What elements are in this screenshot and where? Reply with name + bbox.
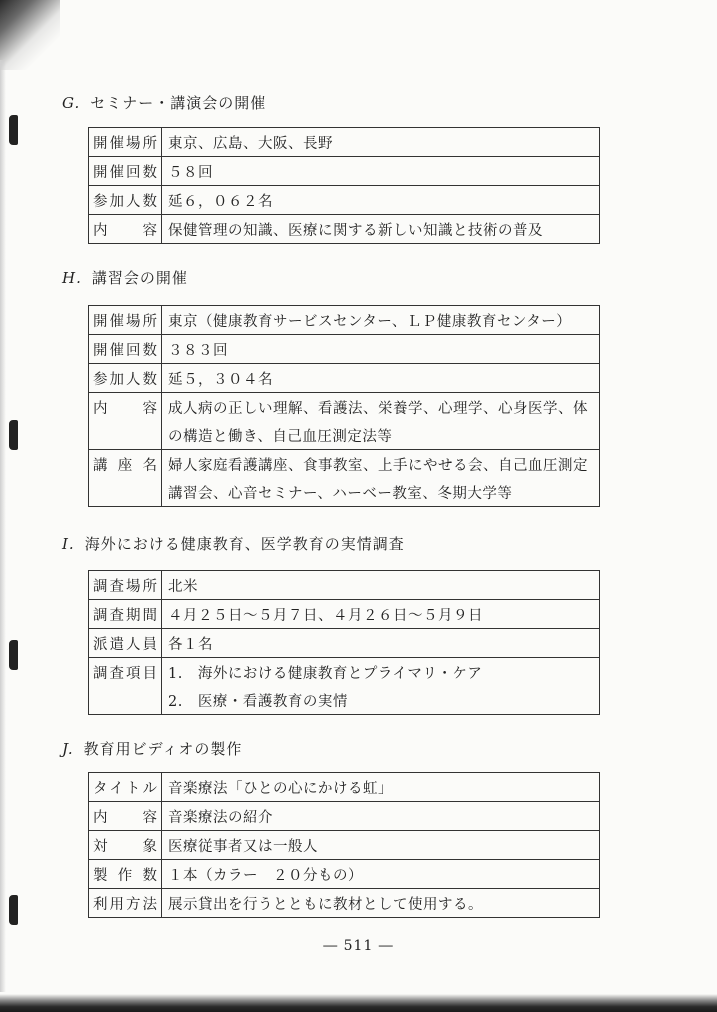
row-value: 保健管理の知識、医療に関する新しい知識と技術の普及 [162, 215, 600, 244]
row-label: 調査項目 [89, 658, 162, 687]
section-title: 海外における健康教育、医学教育の実情調査 [84, 535, 405, 553]
row-label: 派遣人員 [89, 629, 162, 658]
section-title: 教育用ビディオの製作 [83, 740, 243, 758]
row-label: 対 象 [89, 831, 162, 860]
row-label: 開催回数 [89, 335, 162, 364]
table-row [89, 364, 600, 393]
table-row [89, 831, 600, 860]
row-value: 音楽療法「ひとの心にかける虹」 [162, 773, 600, 802]
row-value: 音楽療法の紹介 [162, 802, 600, 831]
row-label: 開催回数 [89, 157, 162, 186]
row-value: ４月２５日～５月７日、４月２６日～５月９日 [162, 600, 600, 629]
section-j-table [88, 772, 600, 918]
binding-hole-mark [9, 640, 18, 670]
row-value: １本（カラー ２０分もの） [162, 860, 600, 889]
row-label: 調査期間 [89, 600, 162, 629]
section-g-heading [62, 92, 266, 113]
row-value: ５８回 [162, 157, 600, 186]
section-letter: G. [62, 94, 81, 112]
table-row [89, 393, 600, 422]
row-label: 開催場所 [89, 128, 162, 157]
row-label: 内 容 [89, 215, 162, 244]
row-value: 北米 [162, 571, 600, 600]
table-row [89, 157, 600, 186]
row-value: 各１名 [162, 629, 600, 658]
row-label: 調査場所 [89, 571, 162, 600]
table-row [89, 629, 600, 658]
page-number: ― 511 ― [323, 938, 394, 954]
row-value-continued: の構造と働き、自己血圧測定法等 [162, 421, 600, 450]
table-row [89, 571, 600, 600]
table-row [89, 478, 600, 507]
row-label: 参加人数 [89, 186, 162, 215]
row-value: 婦人家庭看護講座、食事教室、上手にやせる会、自己血圧測定 [162, 450, 600, 479]
section-letter: I. [62, 535, 75, 553]
row-label: 利用方法 [89, 889, 162, 918]
section-letter: H. [62, 269, 82, 287]
table-row [89, 186, 600, 215]
table-row [89, 773, 600, 802]
section-letter: J. [62, 740, 74, 758]
row-label-empty [89, 478, 162, 507]
table-row [89, 215, 600, 244]
binding-hole-mark [9, 115, 18, 145]
row-value: 1. 海外における健康教育とプライマリ・ケア [162, 658, 600, 687]
table-row [89, 306, 600, 335]
row-value: 展示貸出を行うとともに教材として使用する。 [162, 889, 600, 918]
section-j-heading [62, 738, 242, 759]
table-row [89, 450, 600, 479]
row-value: 医療従事者又は一般人 [162, 831, 600, 860]
table-row [89, 335, 600, 364]
table-row [89, 600, 600, 629]
section-g-table [88, 127, 600, 244]
scan-left-edge [0, 60, 6, 992]
row-label-empty [89, 421, 162, 450]
row-value: 東京（健康教育サービスセンター、ＬＰ健康教育センター） [162, 306, 600, 335]
row-value: ３８３回 [162, 335, 600, 364]
table-row [89, 686, 600, 715]
row-label: 内 容 [89, 393, 162, 422]
binding-hole-mark [9, 420, 18, 450]
section-i-table [88, 570, 600, 715]
table-row [89, 128, 600, 157]
row-label-empty [89, 686, 162, 715]
row-value-continued: 2. 医療・看護教育の実情 [162, 686, 600, 715]
row-label: 内 容 [89, 802, 162, 831]
section-h-heading [62, 267, 188, 288]
row-value: 延６，０６２名 [162, 186, 600, 215]
table-row [89, 860, 600, 889]
section-h-table [88, 305, 600, 507]
table-row [89, 802, 600, 831]
section-i-heading [62, 533, 405, 554]
table-row [89, 421, 600, 450]
scan-bottom-band [0, 994, 717, 1012]
table-row [89, 889, 600, 918]
row-label: 開催場所 [89, 306, 162, 335]
row-label: 参加人数 [89, 364, 162, 393]
section-title: セミナー・講演会の開催 [90, 94, 267, 112]
scan-corner-shadow [0, 0, 60, 70]
binding-hole-mark [9, 895, 18, 925]
row-value: 東京、広島、大阪、長野 [162, 128, 600, 157]
row-label: 製 作 数 [89, 860, 162, 889]
row-label: 講 座 名 [89, 450, 162, 479]
section-title: 講習会の開催 [91, 269, 188, 287]
row-value: 成人病の正しい理解、看護法、栄養学、心理学、心身医学、体 [162, 393, 600, 422]
row-value-continued: 講習会、心音セミナー、ハーベー教室、冬期大学等 [162, 478, 600, 507]
row-value: 延５，３０４名 [162, 364, 600, 393]
row-label: タイトル [89, 773, 162, 802]
table-row [89, 658, 600, 687]
